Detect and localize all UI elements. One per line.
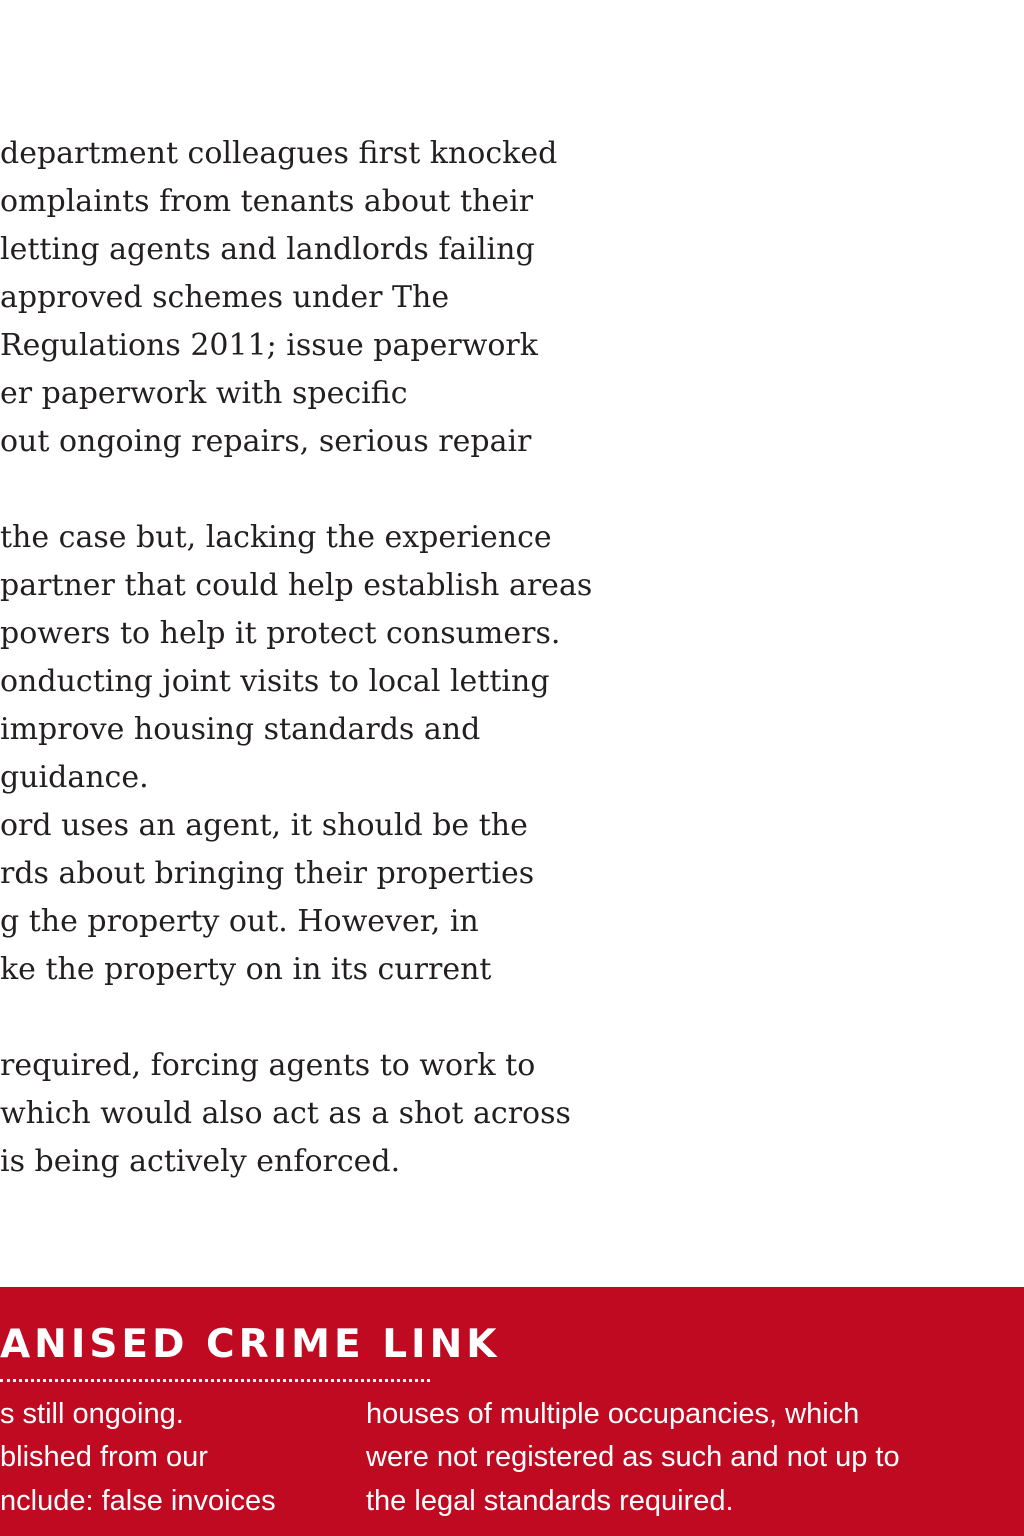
article-line: partner that could help establish areas: [0, 568, 593, 603]
sidebar-right-line: the legal standards required.: [366, 1485, 734, 1517]
article-line: powers to help it protect consumers.: [0, 616, 561, 651]
article-line: out ongoing repairs, serious repair: [0, 424, 532, 459]
article-line: rds about bringing their properties: [0, 856, 535, 891]
article-line: the case but, lacking the experience: [0, 520, 552, 555]
sidebar-left-line: s still ongoing.: [0, 1398, 184, 1430]
article-line: required, forcing agents to work to: [0, 1048, 536, 1083]
sidebar-left-line: blished from our: [0, 1441, 208, 1473]
article-line: onducting joint visits to local letting: [0, 664, 550, 699]
article-line: department colleagues first knocked: [0, 136, 558, 171]
article-line: omplaints from tenants about their: [0, 184, 534, 219]
sidebar-right-line: were not registered as such and not up to: [366, 1441, 900, 1473]
article-line: approved schemes under The: [0, 280, 450, 315]
sidebar-heading: ANISED CRIME LINK: [0, 1322, 501, 1367]
article-line: ke the property on in its current: [0, 952, 492, 987]
article-line: guidance.: [0, 760, 149, 795]
article-line: g the property out. However, in: [0, 904, 479, 939]
article-line: Regulations 2011; issue paperwork: [0, 328, 538, 363]
sidebar-left-line: nclude: false invoices: [0, 1485, 276, 1517]
article-line: letting agents and landlords failing: [0, 232, 535, 267]
organised-crime-sidebar: [0, 1287, 1024, 1536]
sidebar-dotted-rule: [0, 1379, 430, 1382]
article-line: ord uses an agent, it should be the: [0, 808, 528, 843]
sidebar-right-line: houses of multiple occupancies, which: [366, 1398, 860, 1430]
article-line: which would also act as a shot across: [0, 1096, 571, 1131]
article-line: improve housing standards and: [0, 712, 481, 747]
article-line: er paperwork with specific: [0, 376, 408, 411]
article-line: is being actively enforced.: [0, 1144, 401, 1179]
